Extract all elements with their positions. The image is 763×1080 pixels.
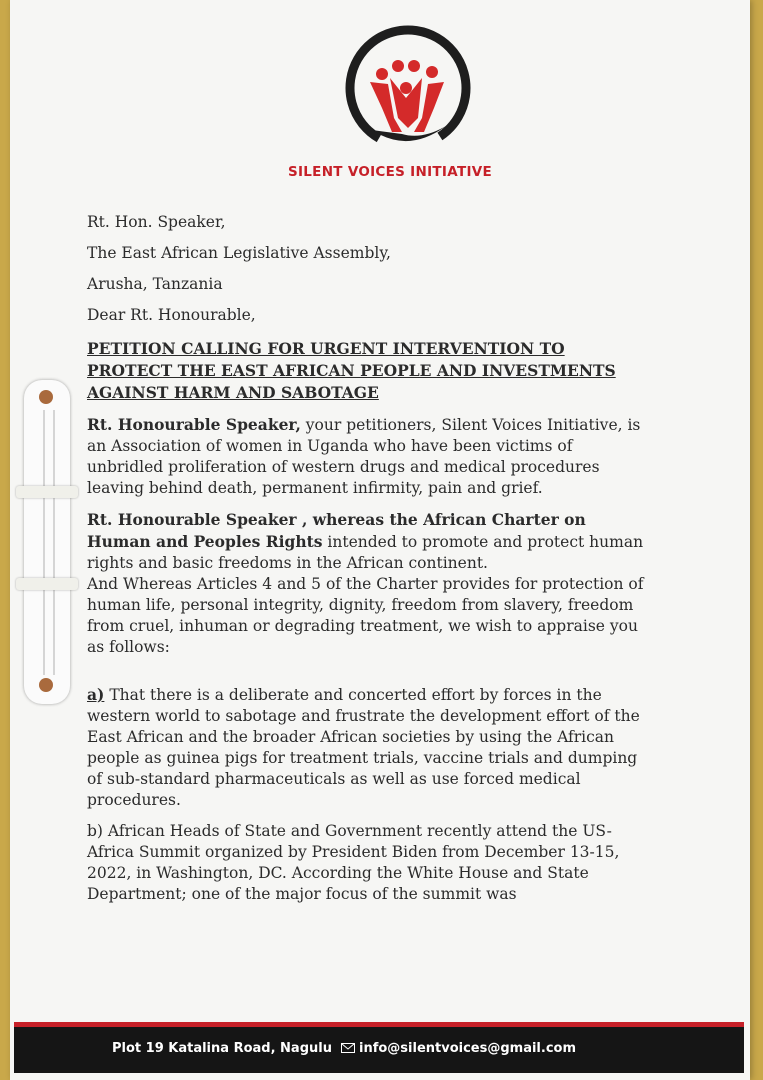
paragraph-articles: And Whereas Articles 4 and 5 of the Charter provides for protection of human life, personal integrity, dignity, freedom from slavery, freedom from cruel, inhuman or degrading treatment, we wish to appraise you as follows: [87, 575, 644, 656]
binder-clip [24, 380, 70, 704]
paragraph-a [87, 684, 647, 811]
paragraph-charter [87, 509, 647, 574]
item-marker: a) [87, 685, 105, 704]
letter-footer [14, 1022, 744, 1073]
footer-email[interactable]: info@silentvoices@gmail.com [359, 1041, 577, 1056]
clip-band [16, 486, 78, 498]
paragraph-lead: Rt. Honourable Speaker , whereas the African Charter on Human and Peoples Rights [87, 510, 586, 551]
title-line-1: PETITION CALLING FOR URGENT INTERVENTION TO [87, 339, 565, 358]
paragraph-text: That there is a deliberate and concerted effort by forces in the western world to sabotage and frustrate the development effort of the East African and the broader African societies by using the African people as guinea pigs for treatment trials, vaccine trials and dumping of sub-standard pharmaceuticals as well as use forced medical procedures. [87, 686, 640, 809]
clip-rail [43, 410, 55, 675]
paragraph-text: intended to promote and protect human rights and basic freedoms in the African continent. [87, 533, 644, 572]
address-line-2: The East African Legislative Assembly, [87, 244, 391, 262]
salutation: Dear Rt. Honourable, [87, 306, 256, 324]
clip-pin-top [39, 390, 53, 404]
paragraph-petitioners [87, 414, 647, 499]
envelope-icon [341, 1043, 355, 1053]
paragraph-lead: Rt. Honourable Speaker, [87, 415, 301, 434]
letter-page [10, 0, 750, 1080]
address-line-1: Rt. Hon. Speaker, [87, 213, 226, 231]
paragraph-b: b) African Heads of State and Government recently attend the US- Africa Summit organized by President Biden from December 13-15, 2022, in Washington, DC. According the White House and State Department; one of the major focus of the summit was [87, 822, 620, 903]
clip-pin-bottom [39, 678, 53, 692]
title-line-2: PROTECT THE EAST AFRICAN PEOPLE AND INVESTMENTS [87, 361, 616, 380]
clip-band [16, 578, 78, 590]
silent-voices-logo [342, 22, 474, 158]
footer-address: Plot 19 Katalina Road, Nagulu [112, 1041, 332, 1056]
paragraph-text: your petitioners, Silent Voices Initiative, is an Association of women in Uganda who have been victims of unbridled proliferation of western drugs and medical procedures leaving behind death, permanent infirmity, pain and grief. [87, 416, 641, 497]
title-line-3: AGAINST HARM AND SABOTAGE [87, 383, 379, 402]
letter-body [87, 212, 647, 915]
petition-title [87, 338, 647, 404]
org-name: SILENT VOICES INITIATIVE [287, 164, 493, 180]
address-line-3: Arusha, Tanzania [87, 275, 223, 293]
